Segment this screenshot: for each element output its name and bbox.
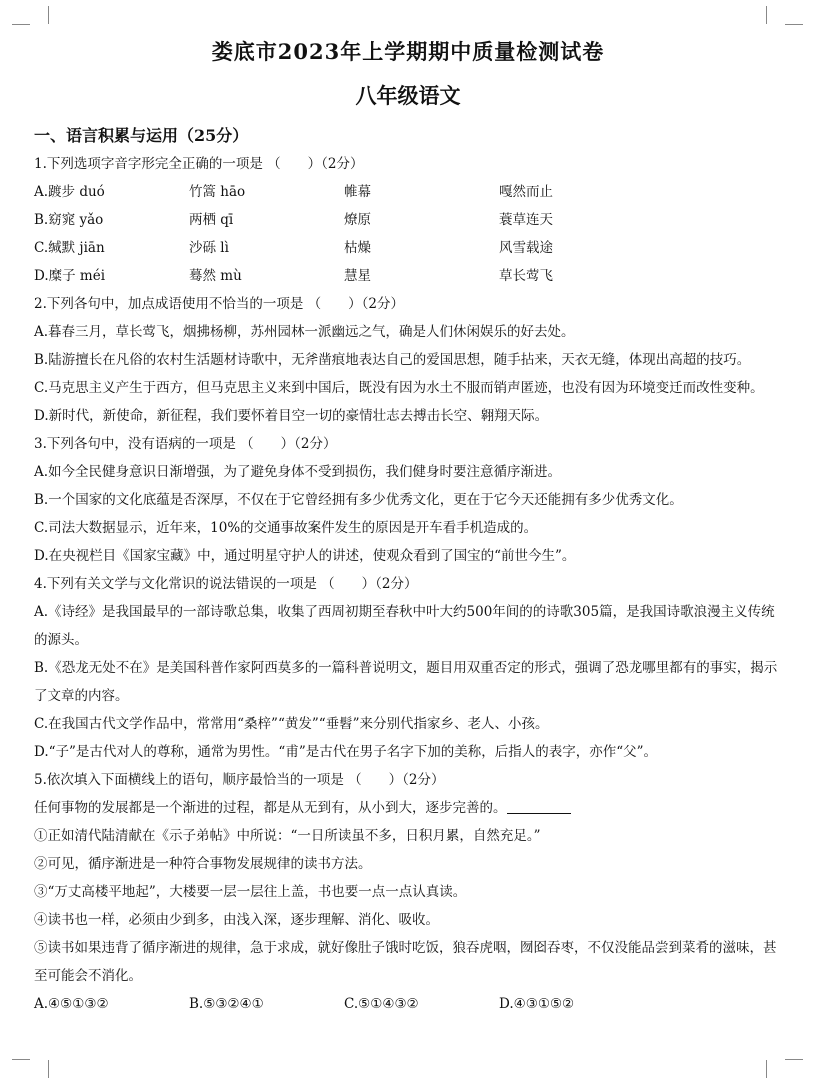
question-5-stem: 5.依次填入下面横线上的语句，顺序最恰当的一项是 （ ）（2分） bbox=[34, 772, 445, 788]
answer-blank bbox=[507, 799, 571, 814]
question-3-option-c: C.司法大数据显示，近年来，10%的交通事故案件发生的原因是开车看手机造成的。 bbox=[34, 520, 538, 536]
question-5-sentence-2: ②可见，循序渐进是一种符合事物发展规律的读书方法。 bbox=[34, 856, 372, 872]
crop-mark-bottom-left bbox=[12, 1059, 30, 1060]
question-3-option-b: B.一个国家的文化底蕴是否深厚，不仅在于它曾经拥有多少优秀文化，更在于它今天还能拥有多少优秀文化。 bbox=[34, 492, 683, 508]
exam-title: 娄底市2023年上学期期中质量检测试卷 bbox=[211, 39, 605, 64]
option-cell: 燎原 bbox=[344, 212, 371, 228]
question-2-stem: 2.下列各句中，加点成语使用不恰当的一项是 （ ）（2分） bbox=[34, 296, 405, 312]
question-1-row-a bbox=[34, 178, 782, 206]
question-1-row-c bbox=[34, 234, 782, 262]
option-cell: 帷幕 bbox=[344, 184, 371, 200]
question-1-row-b bbox=[34, 206, 782, 234]
question-4-option-d: D.“子”是古代对人的尊称，通常为男性。“甫”是古代在男子名字下加的美称，后指人的表字，亦作“父”。 bbox=[34, 744, 658, 760]
option-cell: 草长莺飞 bbox=[499, 268, 553, 284]
option-cell: 风雪载途 bbox=[499, 240, 553, 256]
exam-page bbox=[34, 34, 782, 1018]
option-cell: 竹篙 hāo bbox=[189, 184, 246, 200]
section-heading: 一、语言积累与运用（25分） bbox=[34, 126, 249, 145]
question-2-option-c: C.马克思主义产生于西方，但马克思主义来到中国后，既没有因为水土不服而销声匿迹，也没有因为环境变迁而改性变种。 bbox=[34, 380, 764, 396]
option-cell: 慧星 bbox=[344, 268, 371, 284]
question-5-sentence-4: ④读书也一样，必须由少到多，由浅入深，逐步理解、消化、吸收。 bbox=[34, 912, 439, 928]
question-4-option-b: B.《恐龙无处不在》是美国科普作家阿西莫多的一篇科普说明文，题目用双重否定的形式，强调了恐龙哪里都有的事实，揭示了文章的内容。 bbox=[34, 660, 778, 704]
question-3-option-a: A.如今全民健身意识日渐增强，为了避免身体不受到损伤，我们健身时要注意循序渐进。 bbox=[34, 464, 562, 480]
option-cell: D.糜子 méi bbox=[34, 268, 106, 284]
question-2-option-a: A.暮春三月，草长莺飞，烟拂杨柳，苏州园林一派幽远之气，确是人们休闲娱乐的好去处。 bbox=[34, 324, 575, 340]
option-cell: 枯燥 bbox=[344, 240, 371, 256]
option-cell: C.⑤①④③② bbox=[344, 996, 419, 1012]
crop-mark-bottom-left-v bbox=[30, 1060, 49, 1078]
option-cell: C.缄默 jiān bbox=[34, 240, 105, 256]
question-5-sentence-5: ⑤读书如果违背了循序渐进的规律，急于求成，就好像肚子饿时吃饭，狼吞虎咽，囫囵吞枣，不仅没能品尝到菜肴的滋味，甚至可能会不消化。 bbox=[34, 940, 777, 984]
question-4-option-a: A.《诗经》是我国最早的一部诗歌总集，收集了西周初期至春秋中叶大约500年间的的诗歌305篇，是我国诗歌浪漫主义传统的源头。 bbox=[34, 604, 775, 648]
question-5-options bbox=[34, 990, 782, 1018]
option-cell: 两栖 qī bbox=[189, 212, 234, 228]
question-1-row-d bbox=[34, 262, 782, 290]
crop-mark-top-left-v bbox=[30, 6, 49, 24]
question-4-stem: 4.下列有关文学与文化常识的说法错误的一项是 （ ）（2分） bbox=[34, 576, 418, 592]
crop-mark-top-left bbox=[12, 24, 30, 25]
question-5-lead-text: 任何事物的发展都是一个渐进的过程，都是从无到有，从小到大，逐步完善的。 bbox=[34, 800, 507, 816]
option-cell: D.④③①⑤② bbox=[499, 996, 575, 1012]
question-3-option-d: D.在央视栏目《国家宝藏》中，通过明星守护人的讲述，使观众看到了国宝的“前世今生”。 bbox=[34, 548, 576, 564]
question-2-option-d: D.新时代，新使命，新征程，我们要怀着目空一切的豪情壮志去搏击长空、翱翔天际。 bbox=[34, 408, 549, 424]
option-cell: B.窈窕 yǎo bbox=[34, 212, 104, 228]
option-cell: 蓑草连天 bbox=[499, 212, 553, 228]
option-cell: 嘎然而止 bbox=[499, 184, 553, 200]
question-5-lead bbox=[34, 794, 782, 822]
crop-mark-bottom-right-v bbox=[766, 1060, 785, 1078]
exam-subtitle: 八年级语文 bbox=[355, 83, 461, 108]
option-cell: 蓦然 mù bbox=[189, 268, 242, 284]
question-5-sentence-1: ①正如清代陆清献在《示子弟帖》中所说：“一日所读虽不多，日积月累，自然充足。” bbox=[34, 828, 541, 844]
crop-mark-top-right-v bbox=[766, 6, 785, 24]
question-1-stem: 1.下列选项字音字形完全正确的一项是 （ ）（2分） bbox=[34, 156, 364, 172]
crop-mark-bottom-right bbox=[785, 1059, 803, 1060]
option-cell: B.⑤③②④① bbox=[189, 996, 264, 1012]
question-4-option-c: C.在我国古代文学作品中，常常用“桑梓”“黄发”“垂髫”来分别代指家乡、老人、小孩。 bbox=[34, 716, 549, 732]
question-2-option-b: B.陆游擅长在凡俗的农村生活题材诗歌中，无斧凿痕地表达自己的爱国思想，随手拈来，天衣无缝，体现出高超的技巧。 bbox=[34, 352, 751, 368]
option-cell: A.④⑤①③② bbox=[34, 996, 109, 1012]
option-cell: 沙砾 lì bbox=[189, 240, 229, 256]
crop-mark-top-right bbox=[785, 24, 803, 25]
option-cell: A.踱步 duó bbox=[34, 184, 105, 200]
question-3-stem: 3.下列各句中，没有语病的一项是 （ ）（2分） bbox=[34, 436, 337, 452]
question-5-sentence-3: ③“万丈高楼平地起”，大楼要一层一层往上盖，书也要一点一点认真读。 bbox=[34, 884, 467, 900]
